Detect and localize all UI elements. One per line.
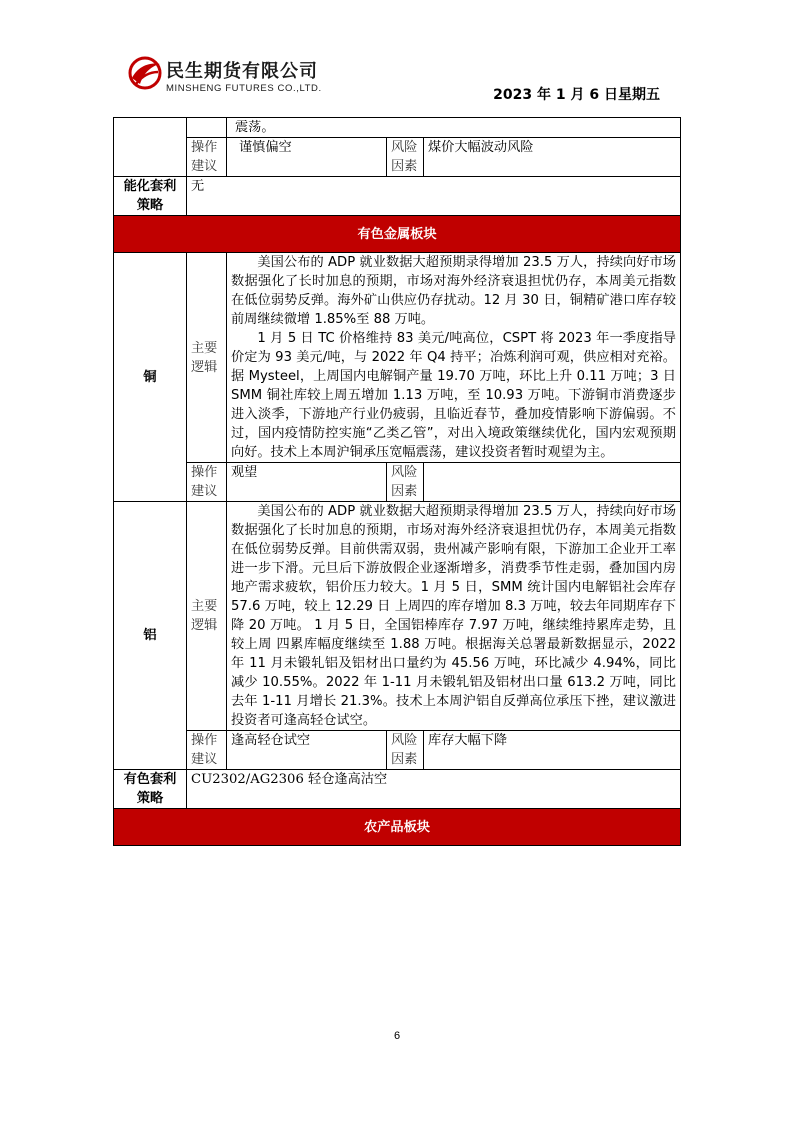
strategy-label: 有色套利策略 (114, 770, 187, 809)
table-row (114, 138, 681, 177)
commodity-table (113, 117, 681, 846)
company-name-cn: 民生期货有限公司 (166, 61, 318, 82)
continuation-text: 震荡。 (235, 120, 275, 135)
op-value: 观望 (227, 463, 387, 502)
op-label: 操作建议 (187, 731, 227, 770)
risk-value: 煤价大幅波动风险 (424, 138, 681, 177)
aluminum-paragraph-1: 美国公布的 ADP 就业数据大超预期录得增加 23.5 万人，持续向好市场数据强化了长时加息的预期，市场对海外经济衰退担忧仍存，本周美元指数在低位弱势反弹。目前供需双弱，贵州减产影响有限，下游加工企业开工率进一步下滑。元旦后下游放假企业逐渐增多，消费季节性走弱，叠加国内房地产需求疲软，铝价压力较大。1 月 5 日，SMM 统计国内电解铝社会库存 57.6 万吨，较上 12.29 日 上周四的库存增加 8.3 万吨，较去年同期库存下降 20 万吨。 1 月 5 日，全国铝棒库存 7.97 万吨，继续维持累库走势，且较上周 四累库幅度继续至 1.88 万吨。根据海关总署最新数据显示，2022 年 11 月未锻轧铝及铝材出口量约为 45.56 万吨，环比减少 4.94%，同比减少 10.55%。2022 年 1-11 月未锻轧铝及铝材出口量 613.2 万吨，同比去年 1-11 月增长 21.3%。技术上本周沪铝自反弹高位承压下挫，建议激进投资者可逢高轻仓试空。 (231, 504, 676, 728)
op-label: 操作建议 (187, 463, 227, 502)
risk-label: 风险因素 (387, 138, 424, 177)
table-row (114, 770, 681, 809)
copper-paragraph-1: 美国公布的 ADP 就业数据大超预期录得增加 23.5 万人，持续向好市场数据强化了长时加息的预期，市场对海外经济衰退担忧仍存，本周美元指数在低位弱势反弹。海外矿山供应仍存扰动。12 月 30 日，铜精矿港口库存较前周继续微增 1.85%至 88 万吨。 (231, 255, 676, 327)
logic-label: 主要逻辑 (187, 502, 227, 731)
risk-value (424, 463, 681, 502)
energy-logic-label-cell (187, 118, 227, 138)
op-value: 逢高轻仓试空 (227, 731, 387, 770)
strategy-label: 能化套利策略 (114, 177, 187, 216)
company-name-en: MINSHENG FUTURES CO.,LTD. (166, 83, 322, 94)
aluminum-logic-text (227, 502, 681, 731)
table-row (114, 731, 681, 770)
copper-paragraph-2: 1 月 5 日 TC 价格维持 83 美元/吨高位，CSPT 将 2023 年一季度指导价定为 93 美元/吨，与 2022 年 Q4 持平；冶炼利润可观，供应相对充裕。据 Mysteel，上周国内电解铜产量 19.70 万吨，环比上升 0.11 万吨；3 日 SMM 铜社库较上周五增加 1.13 万吨，至 10.93 万吨。下游铜市消费逐步进入淡季，下游地产行业仍疲弱，且临近春节，叠加疫情影响下游偏弱。不过，国内疫情防控实施“乙类乙管”，对出入境政策继续优化，国内宏观预期向好。技术上本周沪铜承压宽幅震荡，建议投资者暂时观望为主。 (231, 331, 676, 460)
copper-logic-text (227, 253, 681, 463)
table-row (114, 216, 681, 253)
section-title-agri: 农产品板块 (114, 809, 681, 846)
minsheng-logo-icon (128, 56, 162, 90)
metal-name-aluminum: 铝 (114, 502, 187, 770)
risk-value: 库存大幅下降 (424, 731, 681, 770)
op-label: 操作建议 (187, 138, 227, 177)
table-row (114, 118, 681, 138)
table-row (114, 253, 681, 463)
table-row (114, 502, 681, 731)
risk-label: 风险因素 (387, 463, 424, 502)
metal-name-copper: 铜 (114, 253, 187, 502)
risk-label: 风险因素 (387, 731, 424, 770)
report-date: 2023 年 1 月 6 日星期五 (493, 87, 660, 103)
page-number: 6 (393, 1030, 401, 1042)
logic-label: 主要逻辑 (187, 253, 227, 463)
table-row (114, 463, 681, 502)
section-title-nonferrous: 有色金属板块 (114, 216, 681, 253)
table-row (114, 809, 681, 846)
company-logo (128, 56, 368, 100)
table-row (114, 177, 681, 216)
strategy-value: CU2302/AG2306 轻仓逢高沽空 (187, 770, 681, 809)
strategy-value: 无 (187, 177, 681, 216)
op-value: 谨慎偏空 (227, 138, 387, 177)
energy-name-cell (114, 118, 187, 177)
